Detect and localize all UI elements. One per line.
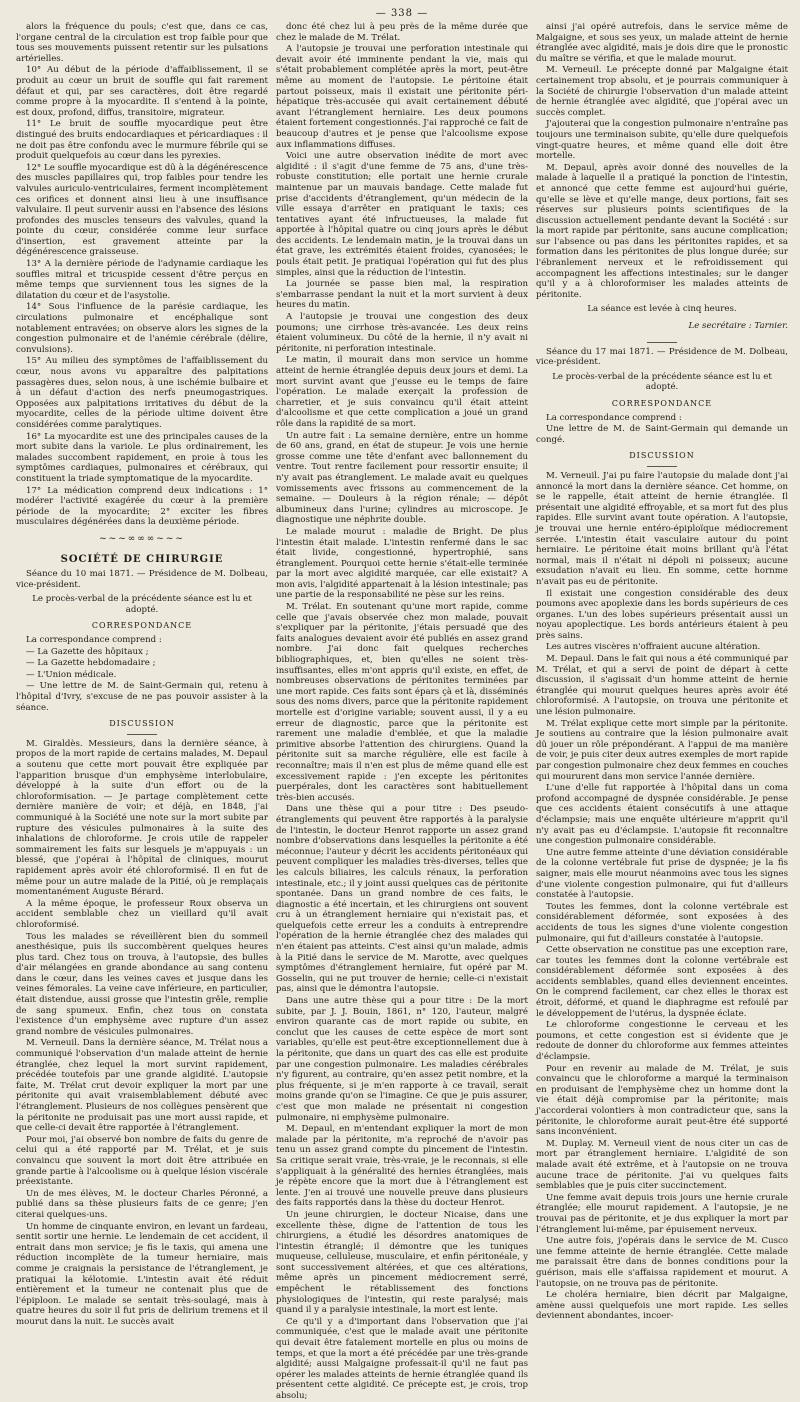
- minutes-line: Le procès-verbal de la précédente séance est lu et adopté.: [552, 371, 772, 393]
- paragraph: 11° Le bruit de souffle myocardique peut être distingué des bruits endocardiaques et péricardiaques : il ne doit pas être confondu avec le murmure fébrile qui se produit quelquefois au cœur dans les pyrexies.: [16, 119, 268, 162]
- correspondence-heading: CORRESPONDANCE: [611, 399, 713, 408]
- paragraph: A l'autopsie je trouvai une perforation intestinale qui devait avoir été imminente pendant la vie, mais qui s'était probablement complétée après la mort, peut-être même au moment de l'autopsie. Le péritoine était partout poisseux, mais il existait une péritonite péri-hépatique très-accusée qui avait certainement débuté avant l'étranglement herniaire. Les deux poumons étaient fortement congestionnés. J'ai rapproché ce fait de beaucoup d'autres et je pense que l'alcoolisme expose aux inflammations diffuses.: [276, 44, 528, 150]
- correspondence-item: La correspondance comprend :: [26, 635, 162, 646]
- paragraph: Ce qu'il y a d'important dans l'observation que j'ai communiquée, c'est que le malade avait une péritonite qui devait être fatalement mortelle en plus ou moins de temps, et que la mort a été précédée par une très-grande algidité; aussi Malgaigne professait-il qu'il ne faut pas opérer les malades atteints de hernie étranglée quand ils présentent cette algidité. Ce précepte est, je crois, trop absolu;: [276, 1316, 528, 1401]
- correspondence-item: — L'Union médicale.: [26, 669, 117, 680]
- divider: [127, 734, 157, 735]
- paragraph: M. Verneuil. Le précepte donné par Malgaigne était certainement trop absolu, et je pourrais communiquer à la Société de chirurgie l'observation d'un malade atteint de hernie étranglée avec algidité, que j'opérai avec un succès complet.: [536, 65, 788, 118]
- paragraph: Une autre fois, j'opérais dans le service de M. Cusco une femme atteinte de hernie étranglée. Cette malade me paraissait être dans de bonnes conditions pour la guérison, mais elle s'affaissa rapidement et mourut. A l'autopsie, on ne trouva pas de péritonite.: [536, 1236, 788, 1289]
- paragraph: M. Giraldès. Messieurs, dans la dernière séance, à propos de la mort rapide de certains malades, M. Depaul a soutenu que cette mort pouvait être expliquée par l'apparition brusque d'un emphysème interlobulaire, développé à la suite d'un effort ou de la chloroformisation. — Je partage complètement cette dernière manière de voir; et déjà, en 1848, j'ai communiqué à la Société une note sur la mort subite par rupture des vésicules pulmonaires à la suite des inhalations de chloroforme. Je crois utile de rappeler sommairement les faits sur lesquels je m'appuyais : un blessé, que j'opérai à l'hôpital de cliniques, mourut rapidement après avoir été chloroformisé. Il en fut de même pour un autre malade de la Pitié, où je remplaçais momentanément Auguste Bérard.: [16, 738, 268, 898]
- closing-line: La séance est levée à cinq heures.: [587, 304, 737, 315]
- paragraph: M. Depaul, en m'entendant expliquer la mort de mon malade par la péritonite, m'a reproché de n'avoir pas tenu un assez grand compte du pincement de l'intestin. Sa critique serait vraie, très-vraie, je le reconnais, si elle s'appliquait à la généralité des hernies étranglées, mais je répète encore que la mort due à l'étranglement est lente. J'en ai trouvé une nouvelle preuve dans plusieurs des faits rapportés dans la thèse du docteur Henrot.: [276, 1124, 528, 1209]
- paragraph: L'une d'elle fut rapportée à l'hôpital dans un coma profond accompagné de dyspnée considérable. Je pense que ces accidents étaient consécutifs à une attaque d'éclampsie; mais une enquête ultérieure m'apprit qu'il n'y avait pas eu d'éclampsie. L'autopsie fit reconnaître une congestion pulmonaire considérable.: [536, 783, 788, 847]
- paragraph: A la même époque, le professeur Roux observa un accident semblable chez un vieillard qu'il avait chloroformisé.: [16, 898, 268, 930]
- paragraph: J'ajouterai que la congestion pulmonaire n'entraîne pas toujours une terminaison subite, qu'elle dure quelquefois vingt-quatre heures, et même quand elle doit être mortelle.: [536, 119, 788, 162]
- paragraph: Un de mes élèves, M. le docteur Charles Péronné, a publié dans sa thèse plusieurs faits de ce genre; j'en citerai quelques-uns.: [16, 1188, 268, 1220]
- paragraph: M. Trélat explique cette mort simple par la péritonite. Je soutiens au contraire que la lésion pulmonaire avait dû jouer un rôle prépondérant. A l'appui de ma manière de voir, je puis citer deux autres exemples de mort rapide par congestion pulmonaire chez deux femmes en couches qui moururent dans mon service l'année dernière.: [536, 718, 788, 782]
- correspondence-heading: CORRESPONDANCE: [91, 621, 193, 631]
- paragraph: donc été chez lui à peu près de la même durée que chez le malade de M. Trélat.: [276, 22, 528, 43]
- paragraph: 14° Sous l'influence de la parésie cardiaque, les circulations pulmonaire et encéphalique sont notablement entravées; on observe alors les signes de la congestion pulmonaire et de l'anémie cérébrale (délire, convulsions).: [16, 302, 268, 355]
- paragraph: M. Depaul, après avoir donné des nouvelles de la malade à laquelle il a pratiqué la ponction de l'intestin, et annoncé que cette femme est aujourd'hui guérie, qu'elle se lève et qu'elle mange, deux portions, fait ses réserves sur plusieurs points scientifiques de la discussion actuellement pendante devant la Société : sur la mort rapide par péritonite, sans aucune complication; sur l'absence ou pas dans les péritonites rapides, et sa formation dans les péritonites de plus longue durée; sur l'ébranlement nerveux et le refroidissement qui accompagnent les affections intestinales; sur le danger qu'il y a à chloroformiser les malades atteints de péritonite.: [536, 162, 788, 300]
- paragraph: Un homme de cinquante environ, en levant un fardeau, sentit sortir une hernie. Le lendemain de cet accident, il entrait dans mon service; je fis le taxis, qui amena une réduction incomplète de la tumeur herniaire, mais comme je craignais la persistance de l'étranglement, je pratiquai la kélotomie. L'intestin avait été réduit entièrement et la tumeur ne contenait plus que de l'épiploon. Le malade se sentait très-soulagé, mais à quatre heures du soir il fut pris de delirium tremens et il mourut dans la nuit. Le succès avait: [16, 1221, 268, 1327]
- paragraph: Le chloroforme congestionne le cerveau et les poumons, et cette congestion est si évidente que je redoute de donner du chloroforme aux femmes atteintes d'éclampsie.: [536, 1020, 788, 1063]
- paragraph: Tous les malades se réveillèrent bien du sommeil anesthésique, puis ils succombèrent quelques heures plus tard. Chez tous on trouva, à l'autopsie, des bulles d'air mélangées en grande abondance au sang contenu dans le cœur, dans les veines caves et jusque dans les veines fémorales. La veine cave inférieure, en particulier, était distendue, aussi grosse que l'intestin grêle, remplie de sang spumeux. Enfin, chez tous on constata l'existence d'un emphysème avec rupture d'un assez grand nombre de vésicules pulmonaires.: [16, 931, 268, 1037]
- paragraph: Cette observation ne constitue pas une exception rare, car toutes les femmes dont la colonne vertébrale est considérablement déformée sont exposées à des accidents semblables, quand elles deviennent enceintes. On le comprend facilement, car chez elles le thorax est étroit, déformé, et quand le diaphragme est refoulé par le développement de l'utérus, la dyspnée éclate.: [536, 945, 788, 1019]
- paragraph: M. Trélat. En soutenant qu'une mort rapide, comme celle que j'avais observée chez mon malade, pouvait s'expliquer par la péritonite, j'étais persuadé que des faits analogues devaient avoir été publiés en assez grand nombre. J'ai donc fait quelques recherches bibliographiques, et, bien qu'elles ne soient très-insuffisantes, elles m'ont appris qu'il existe, en effet, de nombreuses observations de péritonites terminées par une mort rapide. Ces faits sont épars çà et là, disséminés sous des noms divers, parce que la péritonite rapidement mortelle est d'origine variable; souvent aussi, il y a eu erreur de diagnostic, parce que la péritonite est rarement une maladie d'emblée, et que la maladie primitive absorbe l'attention des chirurgiens. Quand la péritonite suit sa marche régulière, elle est facile à reconnaître; mais il n'en est plus de même quand elle est excessivement rapide : j'en excepte les péritonites puerpérales, dont les caractères sont habituellement très-bien accusés.: [276, 602, 528, 803]
- paragraph: M. Duplay. M. Verneuil vient de nous citer un cas de mort par étranglement herniaire. L'algidité de son malade avait été extrême, et à l'autopsie on ne trouva aucune trace de péritonite. J'ai vu quelques faits semblables que je puis citer succinctement.: [536, 1138, 788, 1192]
- paragraph: 10° Au début de la période d'affaiblissement, il se produit au cœur un bruit de souffle qui fait rarement défaut et qui, par ses caractères, doit être regardé comme propre à la myocardite. Il s'entend à la pointe, est doux, profond, diffus, transitoire, migrateur.: [16, 65, 268, 118]
- paragraph: Le matin, il mourait dans mon service un homme atteint de hernie étranglée depuis deux jours et demi. La mort survint avant que j'eusse eu le temps de faire l'opération. Le malade exerçait la profession de charretier, et je suis convaincu qu'il était atteint d'alcoolisme et que cette complication a joué un grand rôle dans la rapidité de sa mort.: [276, 355, 528, 429]
- paragraph: Pour en revenir au malade de M. Trélat, je suis convaincu que le chloroforme a marqué la terminaison en produisant de l'emphysème chez un homme dont la vie était déjà compromise par la péritonite; mais j'accorderai volontiers à mon contradicteur que, sans la péritonite, le chloroforme aurait peut-être été supporté sans inconvénient.: [536, 1063, 788, 1138]
- paragraph: Voici une autre observation inédite de mort avec algidité : il s'agit d'une femme de 75 ans, d'une très-robuste constitution; elle portait une hernie crurale maintenue par un mauvais bandage. Cette malade fut prise d'accidents d'étranglement, qu'un médecin de la ville essaya d'arrêter en pratiquant le taxis; ces tentatives ayant été infructueuses, la malade fut apportée à l'hôpital quatre ou cinq jours après le début des accidents. Le lendemain matin, je la trouvai dans un état grave, les extrémités étaient froides, cyanosées; le pouls était petit. Je pratiquai l'opération qui fut des plus simples, ainsi que la réduction de l'intestin.: [276, 151, 528, 278]
- paragraph: 15° Au milieu des symptômes de l'affaiblissement du cœur, nous avons vu apparaître des palpitations passagères dues, selon nous, à une ischémie bulbaire et à un défaut d'action des nerfs pneumogastriques. Opposées aux palpitations irritatives du début de la myocardite, celles de la période ultime doivent être considérées comme paralytiques.: [16, 356, 268, 430]
- paragraph: Les autres viscères n'offraient aucune altération.: [546, 642, 761, 653]
- correspondence-item: — La Gazette hebdomadaire ;: [26, 658, 156, 669]
- section-ornament: ~~~∞∞∞~~~: [99, 533, 185, 544]
- correspondence-item: Une lettre de M. de Saint-Germain qui demande un congé.: [536, 424, 788, 445]
- column-3: [536, 22, 788, 1322]
- paragraph: M. Verneuil. Dans la dernière séance, M. Trélat nous a communiqué l'observation d'un malade atteint de hernie étranglée, chez lequel la mort survint rapidement, précédée toutefois par une grande algidité. L'autopsie faite, M. Trélat crut devoir expliquer la mort par une péritonite qui avait vraisemblablement débuté avec l'étranglement. Plusieurs de nos collègues pensèrent que la péritonite ne produisait pas une mort aussi rapide, et que celle-ci devait être rapportée à l'étranglement.: [16, 1038, 268, 1134]
- paragraph: 13° A la dernière période de l'adynamie cardiaque les souffles mitral et tricuspide cessent d'être perçus en même temps que surviennent tous les signes de la dilatation du cœur et de l'asystolie.: [16, 259, 268, 301]
- paragraph: Un autre fait : La semaine dernière, entre un homme de 60 ans, grand, en état de stupeur. Je vois une hernie grosse comme une tête d'enfant avec ballonnement du ventre. Tout rentre facilement pour ressortir ensuite; il n'y avait pas étranglement. Le malade avait eu quelques vomissements avec frissons au commencement de la semaine. — Douleurs à la région rénale; — dépôt albumineux dans l'urine; cylindres au microscope. Je diagnostique une néphrite double.: [276, 430, 528, 526]
- paragraph: Dans une thèse qui a pour titre : Des pseudo-étranglements qui peuvent être rapportés à la paralysie de l'intestin, le docteur Henrot rapporte un assez grand nombre d'observations dans lesquelles la péritonite a été méconnue; l'auteur y décrit les accidents péritonéaux qui peuvent compliquer les maladies très-diverses, telles que les calculs biliaires, les calculs rénaux, la perforation intestinale, etc.; il y joint aussi quelques cas de péritonite spontanée. Dans un grand nombre de ces faits, le diagnostic a été incertain, et les chirurgiens ont souvent cru à un étranglement herniaire qui n'existait pas, et quelquefois cette erreur les a conduits à entreprendre l'opération de la hernie étranglée chez des malades qui n'en étaient pas atteints. C'est ainsi qu'un malade, admis à la Pitié dans le service de M. Marotte, avec quelques symptômes d'étranglement herniaire, fut opéré par M. Gosselin, qui ne put trouver de hernie; celle-ci n'existait pas, ainsi que le démontra l'autopsie.: [276, 804, 528, 995]
- paragraph: M. Depaul. Dans le fait qui nous a été communiqué par M. Trélat, et qui a servi de point de départ à cette discussion, il s'agissait d'un homme atteint de hernie étranglée qui mourut quelques heures après avoir été chloroformisé. A l'autopsie, on trouva une péritonite et une lésion pulmonaire.: [536, 654, 788, 718]
- paragraph: 17° La médication comprend deux indications : 1° modérer l'activité exagérée du cœur à la première période de la myocardite; 2° exciter les fibres musculaires dégénérées dans la deuxième période.: [16, 485, 268, 528]
- paragraph: ainsi j'ai opéré autrefois, dans le service même de Malgaigne, et sous ses yeux, un malade atteint de hernie étranglée avec algidité, mais je dois dire que le pronostic du maître se vérifia, et que le malade mourut.: [536, 22, 788, 64]
- columns: [16, 22, 788, 1401]
- paragraph: 12° Le souffle myocardique est dû à la dégénérescence des muscles papillaires qui, trop faibles pour tendre les valvules auriculo-ventriculaires, ferment incomplètement ces orifices et donnent ainsi lieu à une insuffisance valvulaire. Il peut survenir aussi en l'absence des lésions profondes des muscles tenseurs des valvules, quand la pointe du cœur, considérée comme leur surface d'insertion, est gravement atteinte par la dégénérescence graisseuse.: [16, 162, 268, 258]
- secretary-signature: Le secrétaire : Tarnier.: [688, 321, 788, 332]
- paragraph: Une femme avait depuis trois jours une hernie crurale étranglée; elle mourut rapidement. A l'autopsie, je ne trouvai pas de péritonite, et je dus expliquer la mort par l'étranglement lui-même, par épuisement nerveux.: [536, 1192, 788, 1235]
- divider: [647, 342, 677, 343]
- column-1: [16, 22, 268, 1327]
- session-line: Séance du 10 mai 1871. — Présidence de M. Dolbeau, vice-président.: [16, 569, 268, 590]
- discussion-heading: DISCUSSION: [629, 451, 695, 461]
- page-number: — 338 —: [375, 8, 429, 19]
- paragraph: M. Verneuil. J'ai pu faire l'autopsie du malade dont j'ai annoncé la mort dans la dernière séance. Cet homme, on se le rappelle, était atteint de hernie étranglée. Il présentait une algidité effroyable, et sa mort fut des plus rapides. Elle survint avant toute opération. A l'autopsie, je trouvai une hernie entéro-épiploïque médiocrement serrée. L'intestin était vasculaire autour du point herniaire. Le péritoine était moins brillant qu'à l'état normal, mais il n'était ni dépoli ni poisseux; aucune exsudation n'avait eu lieu. En somme, cette hornme n'avait pas eu de péritonite.: [536, 470, 788, 587]
- society-heading: SOCIÉTÉ DE CHIRURGIE: [60, 553, 224, 565]
- paragraph: Une autre femme atteinte d'une déviation considérable de la colonne vertébrale fut prise de dyspnée; je la fis saigner, mais elle mourut néanmoins avec tous les signes d'une violente congestion pulmonaire, qui fut d'ailleurs constatée à l'autopsie.: [536, 847, 788, 901]
- minutes-line: Le procès-verbal de la précédente séance est lu et adopté.: [32, 594, 252, 615]
- paragraph: Il existait une congestion considérable des deux poumons avec apoplexie dans les bords supérieurs de ces organes. L'un des lobes supérieurs présentait aussi un noyau apoplectique. Les bords antérieurs étaient à peu près sains.: [536, 588, 788, 641]
- paragraph: A l'autopsie je trouvai une congestion des deux poumons; une cirrhose très-avancée. Les deux reins étaient volumineux. Du côté de la hernie, il n'y avait ni péritonite, ni perforation intestinale.: [276, 312, 528, 354]
- paragraph: La journée se passe bien mal, la respiration s'embarrasse pendant la nuit et la mort survient à deux heures du matin.: [276, 279, 528, 311]
- paragraph: Toutes les femmes, dont la colonne vertébrale est considérablement déformée, sont exposées à des accidents de tous les signes d'une violente congestion pulmonaire, qui fut d'ailleurs constatée à l'autopsie.: [536, 901, 788, 944]
- correspondence-item: — La Gazette des hôpitaux ;: [26, 646, 149, 657]
- column-2: [276, 22, 528, 1401]
- discussion-heading: DISCUSSION: [109, 719, 175, 729]
- correspondence-item: — Une lettre de M. de Saint-Germain qui, retenu à l'hôpital d'Ivry, s'excuse de ne pas pouvoir assister à la séance.: [16, 681, 268, 713]
- paragraph: Le malade mourut : maladie de Bright. De plus l'intestin était malade. L'intestin renfermé dans le sac était livide, congestionné, hypertrophié, sans étranglement. Pourquoi cette hernie s'était-elle terminée par la mort avec algidité marquée, car elle existait? A mon avis, l'algidité appartenait à la lésion intestinale; pas une partie de la responsabilité ne pèse sur les reins.: [276, 526, 528, 601]
- paragraph: 16° La myocardite est une des principales causes de la mort subite dans la variole. Le plus ordinairement, les malades succombent rapidement, en proie à tous les symptômes cardiaques, pulmonaires et cérébraux, qui constituent la triade symptomatique de la myocardite.: [16, 431, 268, 484]
- paragraph: Dans une autre thèse qui a pour titre : De la mort subite, par J. J. Bouin, 1861, n° 120, l'auteur, malgré environ quarante cas de mort rapide ou subite, en conclut que les causes de cette espèce de mort sont variables, qu'elle est peut-être exceptionnellement due à la péritonite, que dans un quart des cas elle est produite par une congestion pulmonaire. Les maladies cérébrales n'y figurent, au contraire, qu'en assez petit nombre, et la plus fréquente, si je m'en rapporte à ce travail, serait moins grande qu'on se l'imagine. Ce que je puis assurer, c'est que mon malade ne présentait ni congestion pulmonaire, ni emphysème pulmonaire.: [276, 996, 528, 1123]
- paragraph: alors la fréquence du pouls; c'est que, dans ce cas, l'organe central de la circulation est trop faible pour que tous ses mouvements puissent retentir sur les pulsations artérielles.: [16, 22, 268, 64]
- divider: [647, 466, 677, 467]
- paragraph: Le choléra herniaire, bien décrit par Malgaigne, amène aussi quelquefois une mort rapide. Les selles deviennent abondantes, incoer-: [536, 1290, 788, 1322]
- paragraph: Pour moi, j'ai observé bon nombre de faits du genre de celui qui a été rapporté par M. Trélat, et je suis convaincu que souvent la mort doit être attribuée en grande partie à l'alcoolisme ou à quelque lésion viscérale préexistante.: [16, 1134, 268, 1188]
- session-line: Séance du 17 mai 1871. — Présidence de M. Dolbeau, vice-président.: [536, 346, 788, 368]
- correspondence-item: La correspondance comprend :: [546, 412, 682, 423]
- paragraph: Un jeune chirurgien, le docteur Nicaise, dans une excellente thèse, digne de l'attention de tous les chirurgiens, a étudié les désordres anatomiques de l'intestin étranglé; il démontre que les tuniques muqueuse, celluleuse, musculaire, et enfin péritonéale, y sont successivement altérées, et que ces altérations, même après un pincement médiocrement serré, empêchent le rétablissement des fonctions physiologiques de l'intestin, qui reste paralysé; mais quand il y a paralysie intestinale, la mort est lente.: [276, 1209, 528, 1316]
